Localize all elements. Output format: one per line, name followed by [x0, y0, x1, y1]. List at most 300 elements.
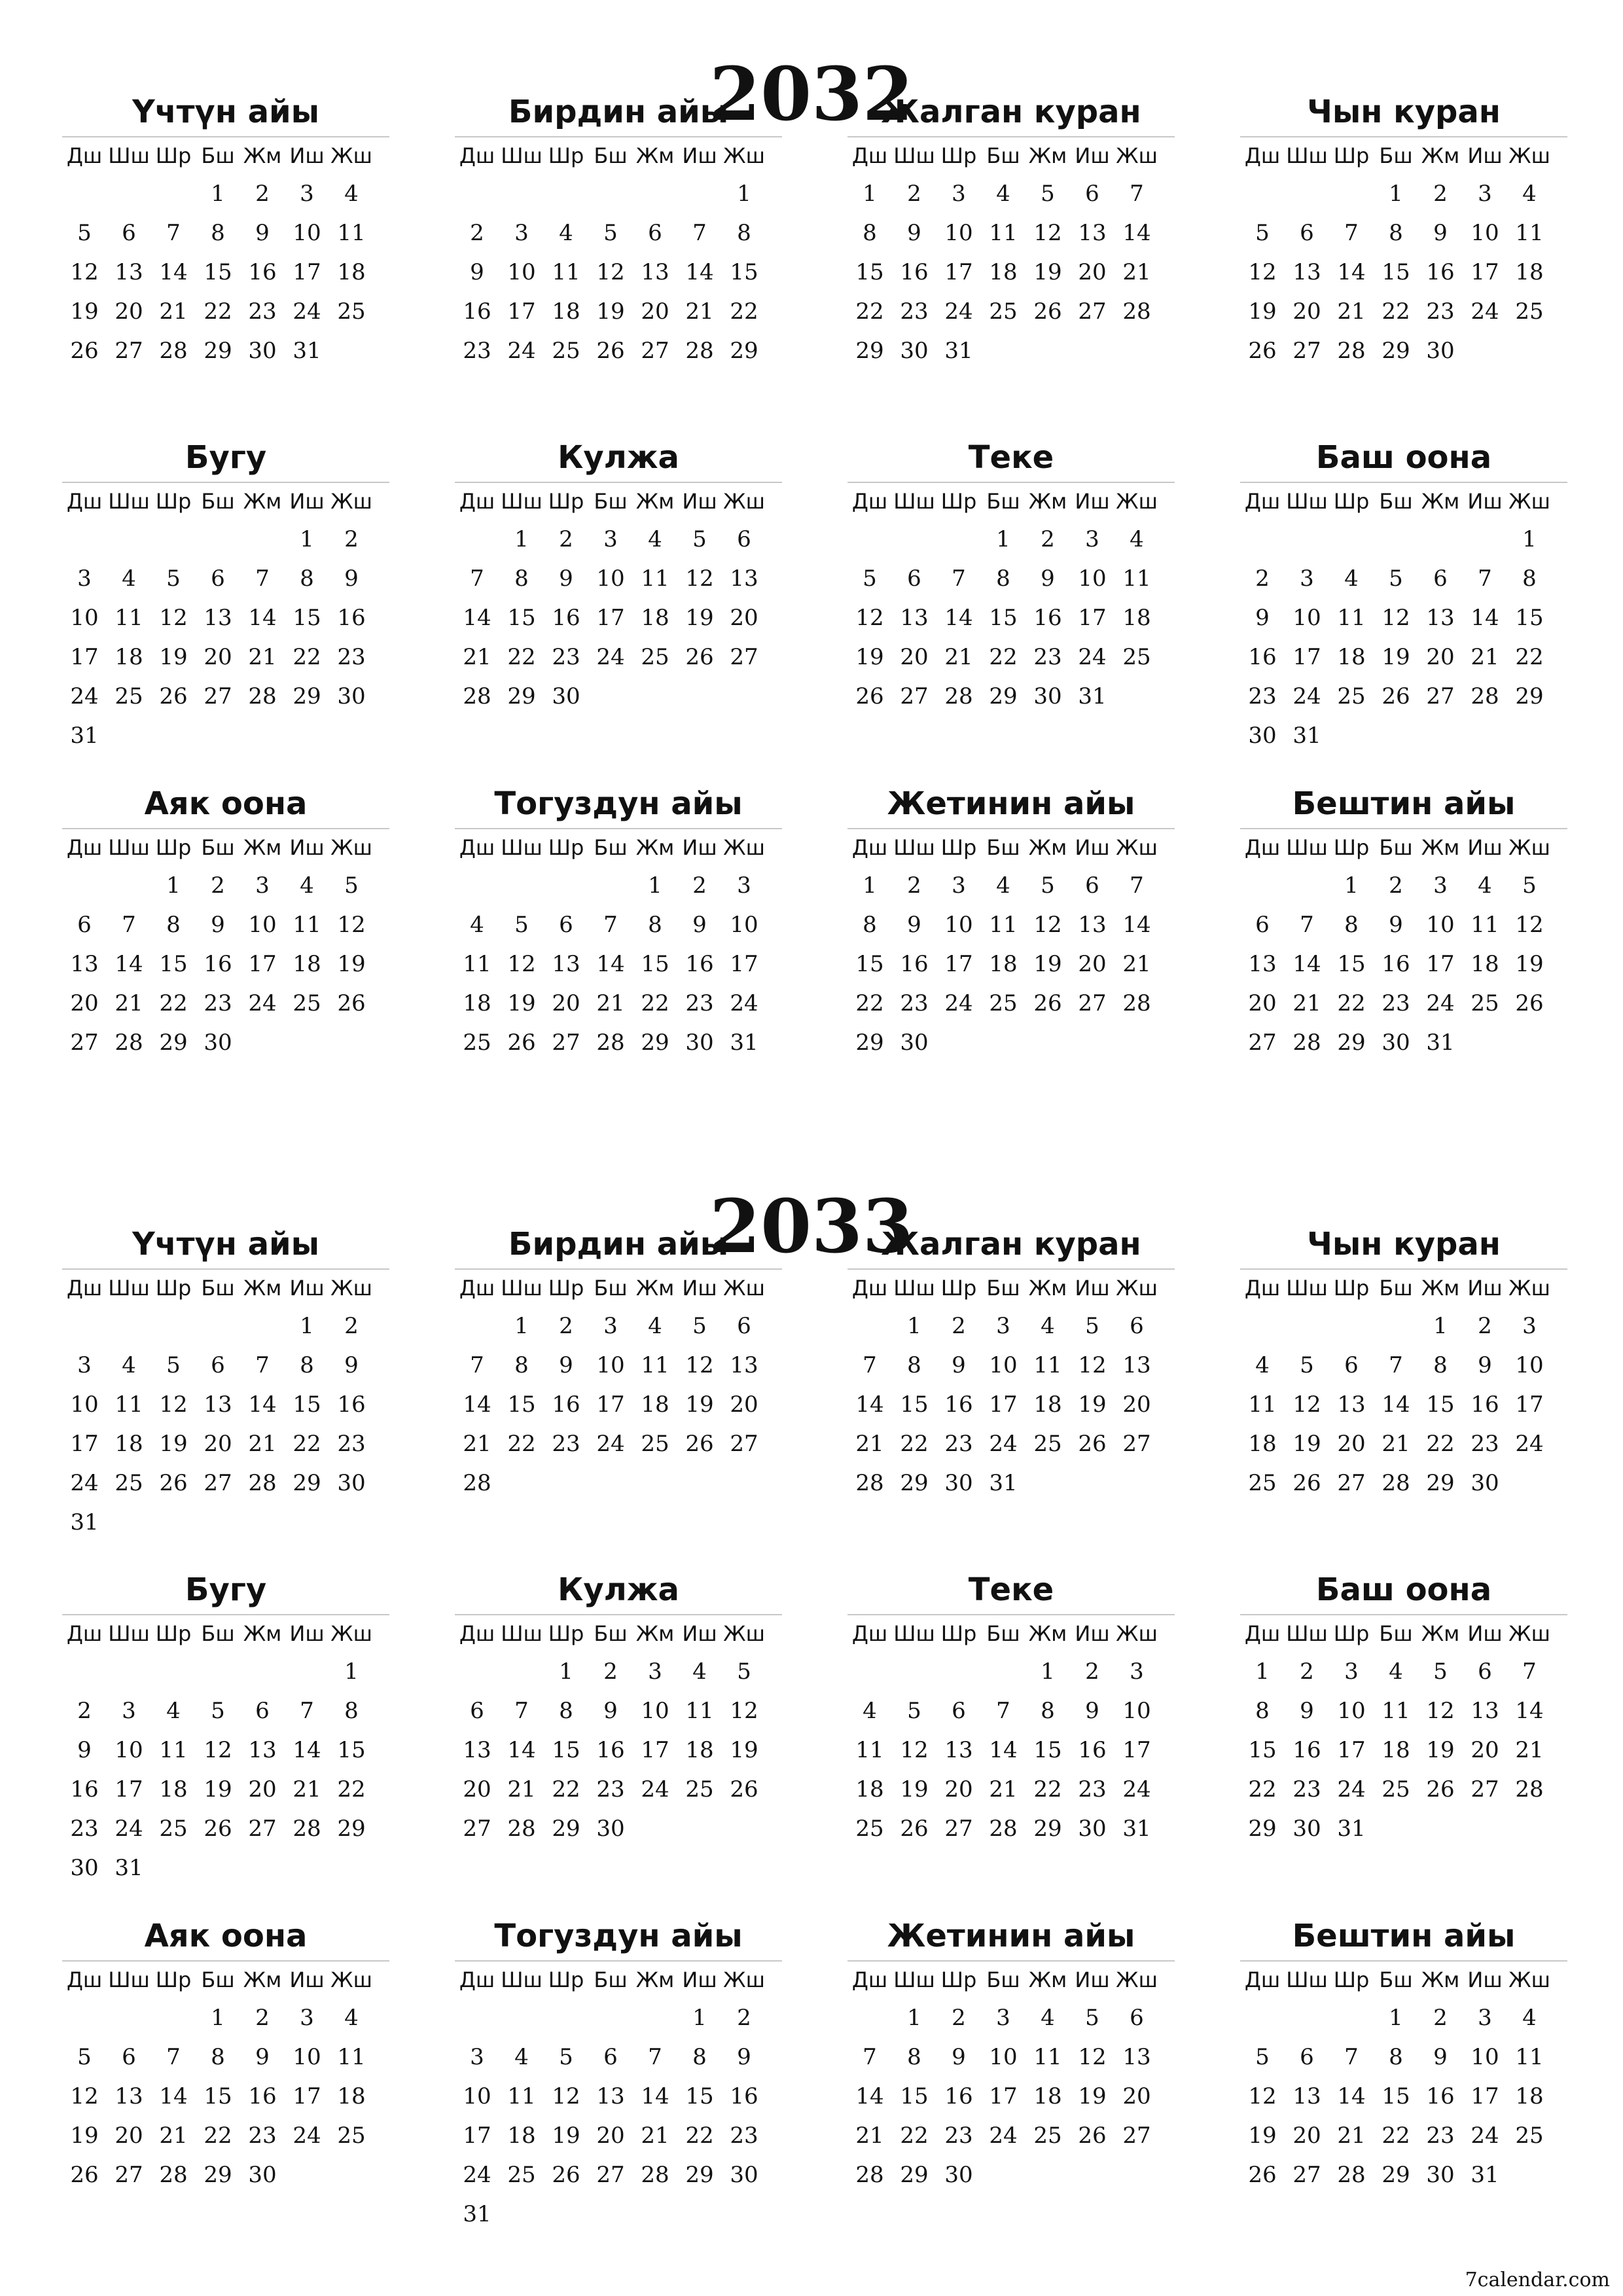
week-row	[62, 1385, 389, 1424]
day-cell: 12	[1515, 912, 1544, 938]
day-cell: 31	[463, 2201, 491, 2227]
day-cell: 25	[1033, 1431, 1062, 1457]
day-cell: 15	[1337, 951, 1366, 977]
week-row	[1240, 559, 1567, 598]
day-cell: 2	[470, 220, 484, 246]
day-cell: 13	[552, 951, 580, 977]
day-cell: 15	[1426, 1391, 1455, 1418]
day-cell: 29	[730, 338, 758, 364]
day-cell: 6	[737, 1313, 751, 1339]
day-cell: 6	[1085, 181, 1099, 207]
day-cell: 18	[337, 259, 366, 285]
day-cell: 17	[70, 1431, 99, 1457]
weekday-label: Иш	[289, 835, 325, 860]
day-cell: 9	[1085, 1698, 1099, 1724]
day-cell: 11	[1515, 2044, 1544, 2070]
day-cell: 29	[159, 1030, 188, 1056]
day-cell: 31	[1426, 1030, 1455, 1056]
month-name: Чын куран	[1240, 88, 1567, 137]
month-block	[455, 1912, 782, 2234]
day-cell: 7	[1344, 2044, 1359, 2070]
day-cell: 14	[641, 2083, 669, 2109]
day-grid	[455, 174, 782, 370]
day-cell: 5	[692, 526, 707, 552]
day-cell: 27	[596, 2162, 625, 2188]
week-row	[1240, 598, 1567, 637]
day-cell: 19	[1033, 259, 1062, 285]
day-grid	[1240, 520, 1567, 755]
week-row	[847, 559, 1175, 598]
day-cell: 24	[730, 990, 758, 1016]
day-cell: 27	[641, 338, 669, 364]
weekday-label: Бш	[594, 489, 628, 514]
week-row	[62, 292, 389, 331]
month-name: Бугу	[62, 1566, 389, 1615]
day-cell: 8	[863, 220, 877, 246]
day-cell: 5	[166, 565, 181, 592]
day-cell: 6	[1433, 565, 1448, 592]
week-row	[62, 905, 389, 944]
day-cell: 21	[1337, 2123, 1366, 2149]
weekday-label: Бш	[201, 143, 235, 168]
week-row	[455, 213, 782, 253]
day-cell: 13	[1248, 951, 1277, 977]
week-row	[455, 677, 782, 716]
day-cell: 2	[737, 2005, 751, 2031]
day-cell: 23	[1033, 644, 1062, 670]
day-cell: 6	[1344, 1352, 1359, 1378]
weekday-label: Иш	[1075, 835, 1110, 860]
day-cell: 29	[989, 683, 1018, 709]
day-cell: 9	[344, 565, 359, 592]
day-cell: 10	[944, 220, 973, 246]
week-row	[62, 1652, 389, 1691]
weekday-label: Жш	[1508, 1621, 1550, 1646]
weekday-label: Жш	[1508, 143, 1550, 168]
day-cell: 21	[463, 1431, 491, 1457]
day-cell: 23	[248, 298, 277, 325]
day-cell: 16	[70, 1776, 99, 1803]
day-cell: 18	[1248, 1431, 1277, 1457]
weekday-label: Шр	[940, 1621, 977, 1646]
day-cell: 21	[1515, 1737, 1544, 1763]
day-cell: 3	[737, 872, 751, 899]
day-cell: 19	[730, 1737, 758, 1763]
day-cell: 25	[989, 990, 1018, 1016]
day-cell: 25	[685, 1776, 714, 1803]
day-cell: 11	[463, 951, 491, 977]
day-cell: 14	[248, 605, 277, 631]
day-cell: 3	[1522, 1313, 1537, 1339]
day-grid	[847, 1998, 1175, 2195]
weekday-label: Дш	[1244, 489, 1281, 514]
day-cell: 1	[300, 526, 314, 552]
day-cell: 13	[1337, 1391, 1366, 1418]
day-cell: 11	[1248, 1391, 1277, 1418]
day-cell: 27	[1471, 1776, 1499, 1803]
weekday-label: Иш	[1075, 489, 1110, 514]
weekday-label: Шш	[893, 1276, 935, 1300]
day-cell: 4	[344, 2005, 359, 2031]
weekday-header	[62, 483, 389, 520]
day-cell: 25	[159, 1816, 188, 1842]
day-cell: 23	[552, 1431, 580, 1457]
day-cell: 21	[685, 298, 714, 325]
weekday-label: Шш	[108, 1621, 150, 1646]
day-cell: 30	[248, 2162, 277, 2188]
day-cell: 8	[1344, 912, 1359, 938]
week-row	[455, 1023, 782, 1062]
day-cell: 20	[1248, 990, 1277, 1016]
day-cell: 28	[1293, 1030, 1321, 1056]
day-cell: 11	[293, 912, 321, 938]
day-cell: 28	[855, 1470, 884, 1496]
day-cell: 28	[115, 1030, 143, 1056]
day-cell: 8	[344, 1698, 359, 1724]
day-cell: 18	[337, 2083, 366, 2109]
day-cell: 22	[730, 298, 758, 325]
day-cell: 24	[293, 298, 321, 325]
day-cell: 17	[989, 2083, 1018, 2109]
day-cell: 1	[996, 526, 1010, 552]
day-cell: 17	[1471, 2083, 1499, 2109]
day-cell: 4	[470, 912, 484, 938]
day-cell: 23	[900, 990, 929, 1016]
day-cell: 13	[641, 259, 669, 285]
day-cell: 3	[1344, 1659, 1359, 1685]
day-cell: 29	[855, 1030, 884, 1056]
day-cell: 28	[944, 683, 973, 709]
weekday-label: Дш	[66, 1276, 103, 1300]
week-row	[1240, 677, 1567, 716]
day-cell: 8	[863, 912, 877, 938]
day-cell: 12	[1248, 259, 1277, 285]
week-row	[455, 520, 782, 559]
day-cell: 22	[552, 1776, 580, 1803]
week-row	[62, 1306, 389, 1346]
day-cell: 2	[344, 526, 359, 552]
day-cell: 18	[1382, 1737, 1410, 1763]
day-cell: 24	[596, 1431, 625, 1457]
day-cell: 9	[952, 1352, 966, 1378]
day-grid	[1240, 1652, 1567, 1848]
weekday-label: Иш	[289, 1276, 325, 1300]
day-cell: 21	[641, 2123, 669, 2149]
week-row	[1240, 1998, 1567, 2037]
day-cell: 22	[507, 644, 536, 670]
day-cell: 15	[641, 951, 669, 977]
weekday-label: Шр	[155, 1276, 192, 1300]
day-cell: 6	[1300, 220, 1314, 246]
day-cell: 13	[204, 605, 232, 631]
day-cell: 23	[552, 644, 580, 670]
week-row	[455, 253, 782, 292]
month-name: Аяк оона	[62, 1912, 389, 1962]
day-cell: 29	[1515, 683, 1544, 709]
weekday-label: Бш	[986, 835, 1020, 860]
day-cell: 14	[1382, 1391, 1410, 1418]
day-cell: 18	[293, 951, 321, 977]
weekday-label: Жш	[330, 835, 372, 860]
week-row	[847, 2116, 1175, 2155]
weekday-label: Жш	[723, 1621, 765, 1646]
week-row	[62, 944, 389, 984]
day-cell: 16	[730, 2083, 758, 2109]
day-cell: 10	[989, 2044, 1018, 2070]
day-cell: 1	[166, 872, 181, 899]
week-row	[1240, 716, 1567, 755]
week-row	[455, 2195, 782, 2234]
day-cell: 1	[907, 2005, 921, 2031]
weekday-label: Иш	[289, 1967, 325, 1992]
day-cell: 31	[70, 1509, 99, 1535]
weekday-label: Дш	[459, 1621, 495, 1646]
day-cell: 10	[641, 1698, 669, 1724]
weekday-label: Дш	[66, 143, 103, 168]
day-cell: 5	[1433, 1659, 1448, 1685]
day-cell: 1	[863, 872, 877, 899]
month-block	[1240, 780, 1567, 1062]
day-cell: 10	[596, 565, 625, 592]
weekday-label: Жм	[1028, 1276, 1067, 1300]
day-cell: 10	[1426, 912, 1455, 938]
day-cell: 26	[204, 1816, 232, 1842]
week-row	[62, 1023, 389, 1062]
day-cell: 15	[204, 2083, 232, 2109]
day-cell: 14	[159, 2083, 188, 2109]
day-cell: 4	[996, 181, 1010, 207]
week-row	[847, 1346, 1175, 1385]
weekday-label: Шш	[1286, 143, 1328, 168]
weekday-label: Бш	[201, 1967, 235, 1992]
day-cell: 28	[463, 1470, 491, 1496]
day-cell: 19	[204, 1776, 232, 1803]
day-cell: 8	[1522, 565, 1537, 592]
day-cell: 20	[596, 2123, 625, 2149]
month-name: Чын куран	[1240, 1220, 1567, 1270]
weekday-label: Бш	[1379, 1276, 1413, 1300]
day-cell: 11	[641, 565, 669, 592]
day-cell: 12	[900, 1737, 929, 1763]
month-block	[847, 88, 1175, 370]
weekday-label: Жш	[1508, 1276, 1550, 1300]
day-cell: 11	[1337, 605, 1366, 631]
month-block	[62, 88, 389, 370]
day-cell: 6	[470, 1698, 484, 1724]
day-cell: 11	[685, 1698, 714, 1724]
week-row	[455, 292, 782, 331]
day-cell: 24	[1426, 990, 1455, 1016]
week-row	[62, 520, 389, 559]
week-row	[1240, 2155, 1567, 2195]
day-cell: 5	[1041, 872, 1055, 899]
week-row	[62, 1691, 389, 1731]
day-cell: 18	[1033, 2083, 1062, 2109]
day-cell: 22	[855, 990, 884, 1016]
day-cell: 6	[648, 220, 662, 246]
weekday-label: Шш	[108, 1967, 150, 1992]
day-cell: 15	[900, 2083, 929, 2109]
day-cell: 20	[70, 990, 99, 1016]
day-cell: 13	[1078, 912, 1107, 938]
weekday-label: Бш	[986, 143, 1020, 168]
weekday-label: Шр	[1333, 835, 1370, 860]
weekday-label: Жш	[1116, 1967, 1158, 1992]
day-cell: 2	[559, 526, 573, 552]
weekday-label: Бш	[1379, 835, 1413, 860]
week-row	[1240, 1691, 1567, 1731]
day-cell: 23	[70, 1816, 99, 1842]
day-cell: 19	[1293, 1431, 1321, 1457]
weekday-label: Жм	[243, 835, 282, 860]
day-cell: 1	[514, 526, 529, 552]
weekday-label: Бш	[594, 1276, 628, 1300]
day-cell: 16	[337, 605, 366, 631]
weekday-label: Шш	[1286, 835, 1328, 860]
day-cell: 9	[907, 912, 921, 938]
day-cell: 6	[1255, 912, 1270, 938]
week-row	[455, 1652, 782, 1691]
day-cell: 8	[907, 1352, 921, 1378]
day-cell: 4	[1389, 1659, 1403, 1685]
weekday-label: Жш	[1508, 835, 1550, 860]
day-cell: 20	[1078, 259, 1107, 285]
month-name: Бирдин айы	[455, 88, 782, 137]
weekday-label: Дш	[851, 143, 888, 168]
day-cell: 30	[1033, 683, 1062, 709]
day-cell: 30	[1078, 1816, 1107, 1842]
day-cell: 14	[248, 1391, 277, 1418]
weekday-label: Бш	[201, 489, 235, 514]
month-name: Тогуздун айы	[455, 1912, 782, 1962]
day-cell: 3	[1300, 565, 1314, 592]
weekday-label: Жш	[1508, 1967, 1550, 1992]
day-cell: 8	[166, 912, 181, 938]
day-cell: 9	[1433, 2044, 1448, 2070]
week-row	[847, 520, 1175, 559]
day-cell: 19	[552, 2123, 580, 2149]
day-cell: 5	[514, 912, 529, 938]
day-cell: 18	[507, 2123, 536, 2149]
day-cell: 9	[1478, 1352, 1492, 1378]
day-cell: 25	[115, 1470, 143, 1496]
day-cell: 20	[730, 1391, 758, 1418]
day-cell: 17	[944, 259, 973, 285]
day-cell: 22	[337, 1776, 366, 1803]
day-cell: 17	[1078, 605, 1107, 631]
day-cell: 19	[596, 298, 625, 325]
day-cell: 3	[603, 526, 618, 552]
day-cell: 5	[344, 872, 359, 899]
day-cell: 15	[552, 1737, 580, 1763]
day-cell: 11	[1033, 2044, 1062, 2070]
day-cell: 28	[248, 683, 277, 709]
day-cell: 12	[1033, 912, 1062, 938]
week-row	[1240, 2037, 1567, 2077]
day-cell: 2	[692, 872, 707, 899]
day-cell: 10	[1078, 565, 1107, 592]
weekday-label: Дш	[459, 143, 495, 168]
day-cell: 20	[1122, 1391, 1151, 1418]
day-cell: 17	[463, 2123, 491, 2149]
day-cell: 4	[344, 181, 359, 207]
day-cell: 5	[1389, 565, 1403, 592]
day-cell: 3	[1130, 1659, 1144, 1685]
week-row	[455, 866, 782, 905]
day-cell: 31	[730, 1030, 758, 1056]
weekday-label: Жм	[635, 1276, 675, 1300]
day-grid	[62, 866, 389, 1062]
day-grid	[455, 866, 782, 1062]
weekday-label: Жш	[1508, 489, 1550, 514]
weekday-label: Жш	[330, 143, 372, 168]
weekday-header	[455, 829, 782, 866]
week-row	[847, 1998, 1175, 2037]
day-cell: 14	[463, 1391, 491, 1418]
month-name: Кулжа	[455, 1566, 782, 1615]
day-cell: 14	[1471, 605, 1499, 631]
day-cell: 14	[1122, 220, 1151, 246]
day-cell: 26	[685, 1431, 714, 1457]
day-cell: 30	[1248, 723, 1277, 749]
day-cell: 2	[255, 2005, 270, 2031]
day-cell: 30	[1471, 1470, 1499, 1496]
weekday-label: Иш	[682, 1621, 717, 1646]
day-cell: 23	[596, 1776, 625, 1803]
day-cell: 24	[1078, 644, 1107, 670]
month-name: Бугу	[62, 433, 389, 483]
day-cell: 13	[1293, 2083, 1321, 2109]
day-cell: 12	[1293, 1391, 1321, 1418]
day-cell: 12	[337, 912, 366, 938]
month-block	[455, 88, 782, 370]
day-cell: 21	[855, 2123, 884, 2149]
weekday-label: Шш	[501, 489, 543, 514]
day-cell: 23	[337, 1431, 366, 1457]
day-cell: 10	[596, 1352, 625, 1378]
day-cell: 6	[1478, 1659, 1492, 1685]
day-cell: 7	[863, 2044, 877, 2070]
weekday-label: Шш	[1286, 1967, 1328, 1992]
day-cell: 10	[1337, 1698, 1366, 1724]
day-cell: 14	[115, 951, 143, 977]
day-cell: 27	[900, 683, 929, 709]
day-cell: 20	[900, 644, 929, 670]
day-cell: 2	[1300, 1659, 1314, 1685]
day-cell: 11	[337, 2044, 366, 2070]
day-cell: 23	[1293, 1776, 1321, 1803]
week-row	[455, 331, 782, 370]
day-cell: 22	[159, 990, 188, 1016]
day-cell: 30	[596, 1816, 625, 1842]
day-cell: 6	[255, 1698, 270, 1724]
day-cell: 17	[596, 1391, 625, 1418]
day-cell: 16	[337, 1391, 366, 1418]
day-cell: 10	[248, 912, 277, 938]
day-cell: 11	[1122, 565, 1151, 592]
day-cell: 27	[944, 1816, 973, 1842]
day-cell: 16	[1471, 1391, 1499, 1418]
weekday-label: Иш	[682, 1276, 717, 1300]
day-cell: 28	[159, 338, 188, 364]
day-cell: 20	[463, 1776, 491, 1803]
weekday-label: Иш	[1467, 1967, 1503, 1992]
month-block	[455, 433, 782, 716]
day-cell: 13	[900, 605, 929, 631]
day-cell: 24	[1337, 1776, 1366, 1803]
day-cell: 21	[159, 298, 188, 325]
weekday-label: Бш	[201, 1276, 235, 1300]
